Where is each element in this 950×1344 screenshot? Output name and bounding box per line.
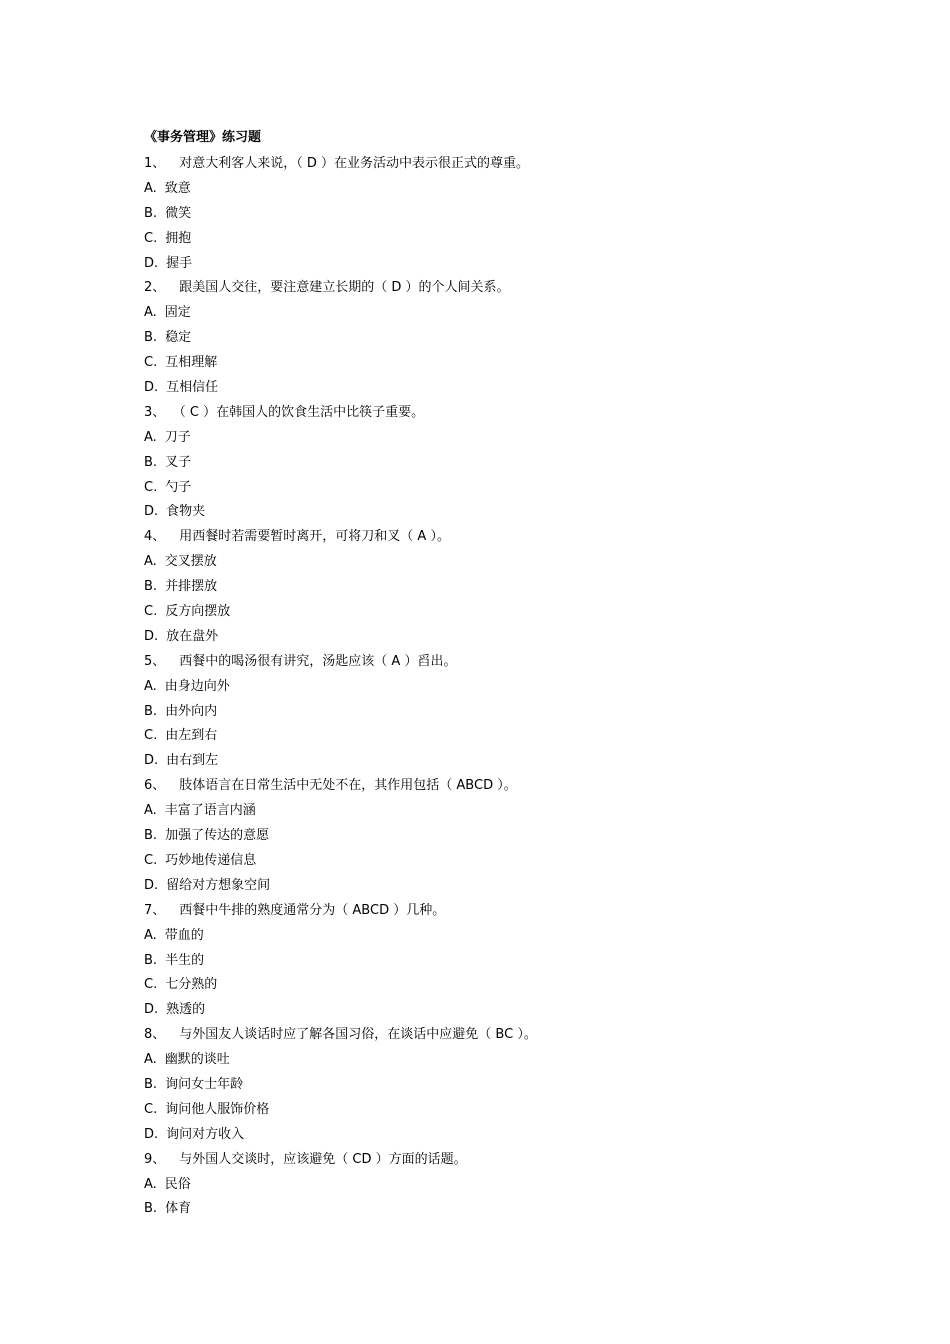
option-text: 握手 <box>166 255 193 271</box>
option-letter: B. <box>144 454 158 470</box>
option-letter: A. <box>144 1176 157 1192</box>
option-letter: D. <box>144 877 159 893</box>
question-2-option-3 <box>144 351 844 376</box>
option-text: 民俗 <box>164 1176 191 1192</box>
option-letter: A. <box>144 180 157 196</box>
question-1-option-3 <box>144 227 844 252</box>
option-letter: B. <box>144 579 158 595</box>
option-text: 由左到右 <box>165 728 218 744</box>
question-3 <box>144 401 844 426</box>
question-5 <box>144 650 844 675</box>
question-3-option-4 <box>144 500 844 525</box>
question-2 <box>144 276 844 301</box>
question-9-option-1 <box>144 1173 844 1198</box>
question-number: 1、 <box>144 156 166 171</box>
question-4-option-4 <box>144 625 844 650</box>
question-6-option-3 <box>144 849 844 874</box>
option-letter: C. <box>144 604 158 620</box>
option-text: 食物夹 <box>166 504 206 520</box>
question-8 <box>144 1023 844 1048</box>
document-content <box>144 128 844 1222</box>
question-number: 2、 <box>144 280 166 296</box>
question-6 <box>144 774 844 799</box>
question-8-option-1 <box>144 1048 844 1073</box>
question-number: 6、 <box>144 778 166 794</box>
question-number: 7、 <box>144 902 166 918</box>
option-text: 并排摆放 <box>165 579 218 595</box>
option-letter: C. <box>144 230 158 246</box>
option-letter: B. <box>144 1076 158 1092</box>
question-1-option-2 <box>144 202 844 227</box>
option-letter: B. <box>144 1201 158 1217</box>
option-letter: A. <box>144 1052 157 1068</box>
option-letter: B. <box>144 828 158 844</box>
question-text: 与外国友人谈话时应了解各国习俗，在谈话中应避免（ BC ）。 <box>179 1027 537 1043</box>
question-4-option-2 <box>144 575 844 600</box>
option-text: 询问他人服饰价格 <box>165 1101 270 1117</box>
question-6-option-2 <box>144 824 844 849</box>
option-text: 半生的 <box>165 952 205 968</box>
question-3-option-1 <box>144 426 844 451</box>
question-number: 8、 <box>144 1027 166 1043</box>
option-text: 询问女士年龄 <box>165 1076 244 1092</box>
question-6-option-4 <box>144 874 844 899</box>
option-letter: C. <box>144 479 158 495</box>
question-text: （ C ）在韩国人的饮食生活中比筷子重要。 <box>179 404 425 420</box>
option-text: 刀子 <box>164 429 191 445</box>
option-text: 反方向摆放 <box>165 604 231 620</box>
question-7-option-2 <box>144 949 844 974</box>
option-text: 勺子 <box>165 479 192 495</box>
option-letter: A. <box>144 803 157 819</box>
option-letter: D. <box>144 255 159 271</box>
question-5-option-3 <box>144 724 844 749</box>
option-text: 固定 <box>164 305 191 321</box>
question-5-option-2 <box>144 700 844 725</box>
option-letter: D. <box>144 504 159 520</box>
question-7-option-4 <box>144 998 844 1023</box>
question-text: 肢体语言在日常生活中无处不在，其作用包括（ ABCD ）。 <box>179 778 517 794</box>
option-text: 拥抱 <box>165 230 192 246</box>
option-letter: A. <box>144 305 157 321</box>
option-letter: C. <box>144 1101 158 1117</box>
question-list <box>144 152 844 1222</box>
question-5-option-4 <box>144 749 844 774</box>
option-letter: D. <box>144 628 159 644</box>
question-8-option-4 <box>144 1123 844 1148</box>
option-letter: D. <box>144 753 159 769</box>
question-number: 9、 <box>144 1151 166 1167</box>
question-1-option-1 <box>144 177 844 202</box>
question-text: 西餐中牛排的熟度通常分为（ ABCD ）几种。 <box>179 902 446 918</box>
question-number: 4、 <box>144 529 166 545</box>
question-2-option-4 <box>144 376 844 401</box>
option-letter: B. <box>144 952 158 968</box>
option-text: 互相信任 <box>166 380 219 396</box>
question-5-option-1 <box>144 675 844 700</box>
question-1-option-4 <box>144 252 844 277</box>
option-letter: A. <box>144 927 157 943</box>
option-letter: A. <box>144 678 157 694</box>
option-text: 互相理解 <box>165 355 218 371</box>
question-text: 与外国人交谈时，应该避免（ CD ）方面的话题。 <box>179 1151 467 1167</box>
option-text: 由右到左 <box>166 753 219 769</box>
option-text: 留给对方想象空间 <box>166 877 271 893</box>
question-4 <box>144 525 844 550</box>
question-7-option-1 <box>144 924 844 949</box>
option-text: 放在盘外 <box>166 628 219 644</box>
option-text: 询问对方收入 <box>166 1126 245 1142</box>
question-4-option-1 <box>144 550 844 575</box>
option-text: 七分熟的 <box>165 977 218 993</box>
option-text: 巧妙地传递信息 <box>165 852 257 868</box>
question-9 <box>144 1148 844 1173</box>
question-6-option-1 <box>144 799 844 824</box>
question-1 <box>144 152 844 177</box>
question-text: 跟美国人交往，要注意建立长期的（ D ）的个人间关系。 <box>179 280 510 296</box>
option-letter: D. <box>144 380 159 396</box>
option-letter: C. <box>144 852 158 868</box>
option-letter: A. <box>144 429 157 445</box>
question-text: 对意大利客人来说，（ D ）在业务活动中表示很正式的尊重。 <box>179 156 530 171</box>
option-text: 由外向内 <box>165 703 218 719</box>
option-text: 体育 <box>165 1201 192 1217</box>
question-7-option-3 <box>144 973 844 998</box>
option-text: 熟透的 <box>166 1002 206 1018</box>
question-3-option-3 <box>144 476 844 501</box>
option-letter: B. <box>144 703 158 719</box>
question-4-option-3 <box>144 600 844 625</box>
question-2-option-1 <box>144 301 844 326</box>
option-text: 加强了传达的意愿 <box>165 828 270 844</box>
option-text: 叉子 <box>165 454 192 470</box>
option-text: 稳定 <box>165 330 192 346</box>
option-letter: D. <box>144 1002 159 1018</box>
option-text: 由身边向外 <box>164 678 230 694</box>
question-9-option-2 <box>144 1197 844 1222</box>
option-text: 带血的 <box>164 927 204 943</box>
option-text: 交叉摆放 <box>164 554 217 570</box>
option-letter: B. <box>144 205 158 221</box>
question-text: 用西餐时若需要暂时离开，可将刀和叉（ A ）。 <box>179 529 450 545</box>
option-text: 幽默的谈吐 <box>164 1052 230 1068</box>
question-number: 5、 <box>144 653 166 669</box>
question-8-option-2 <box>144 1073 844 1098</box>
option-letter: D. <box>144 1126 159 1142</box>
document-title: 《事务管理》练习题 <box>144 130 262 145</box>
option-text: 微笑 <box>165 205 192 221</box>
option-letter: C. <box>144 355 158 371</box>
question-number: 3、 <box>144 404 166 420</box>
option-text: 致意 <box>164 180 191 196</box>
question-3-option-2 <box>144 451 844 476</box>
question-8-option-3 <box>144 1098 844 1123</box>
question-7 <box>144 899 844 924</box>
question-2-option-2 <box>144 326 844 351</box>
option-letter: B. <box>144 330 158 346</box>
option-letter: A. <box>144 554 157 570</box>
option-text: 丰富了语言内涵 <box>164 803 256 819</box>
question-text: 西餐中的喝汤很有讲究，汤匙应该（ A ）舀出。 <box>179 653 457 669</box>
option-letter: C. <box>144 728 158 744</box>
option-letter: C. <box>144 977 158 993</box>
